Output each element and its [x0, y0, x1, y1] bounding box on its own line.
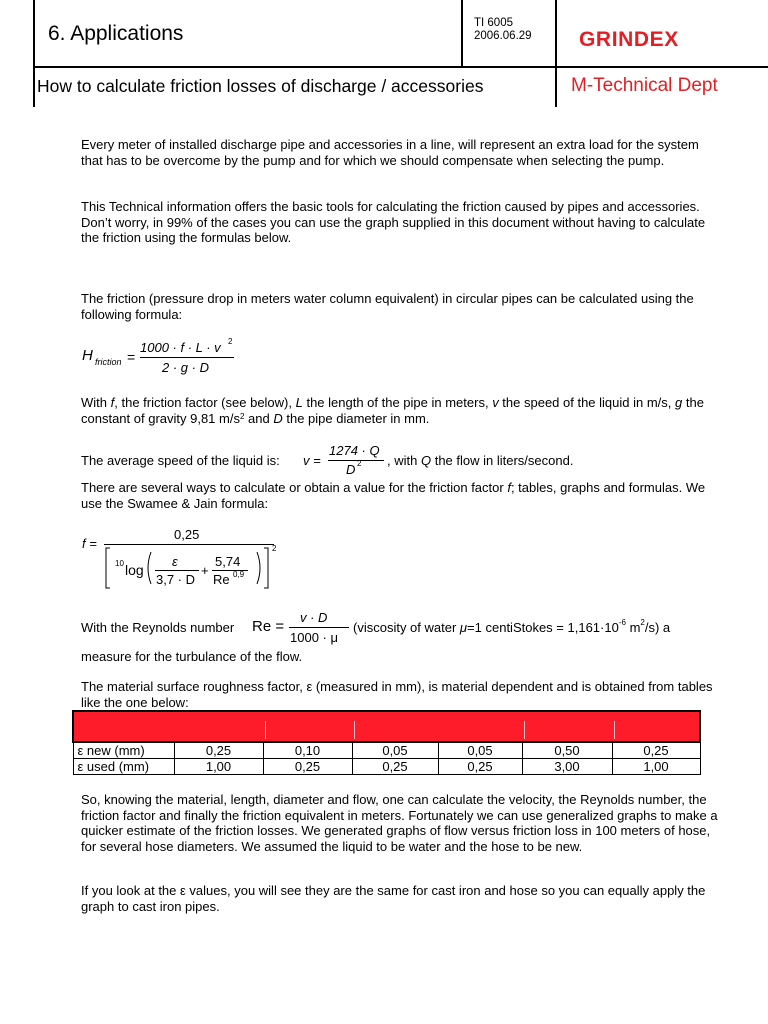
viscosity-note: (viscosity of water μ=1 centiStokes = $1,161\cdot 10^{-6}$ $m^2/s$) a	[353, 618, 671, 635]
formula-re-denominator: 1000 · μ	[290, 630, 338, 645]
section-title: 6. Applications	[48, 22, 184, 45]
formula-v-numerator: 1274 · Q	[329, 443, 380, 458]
average-speed-line	[81, 441, 721, 479]
department-label: M-Technical Dept	[571, 75, 718, 96]
formula-h-denominator: 2 · g · D	[162, 360, 209, 375]
friction-head-formula	[82, 337, 242, 381]
formula-f-square: 2	[272, 544, 277, 553]
formula-h-numerator-exponent: 2	[228, 337, 233, 346]
formula-v-denominator-exponent: 2	[357, 459, 362, 468]
table-header-cell	[438, 711, 522, 742]
table-cell: 1,00	[612, 759, 700, 775]
formula-v-lhs: v =	[303, 453, 321, 468]
tools-paragraph: This Technical information offers the basic tools for calculating the friction caused by pipes and accessories. Don’t worry, in 99% of the cases you can use the graph supplied in this document without having to calculate the friction using the formulas below.	[81, 199, 706, 245]
reynolds-label: With the Reynolds number	[81, 620, 235, 635]
formula-f-plus: +	[201, 563, 209, 578]
average-speed-rest: , with Q the flow in liters/second.	[387, 453, 574, 468]
formula-f-epsilon-denominator: 3,7 · D	[156, 572, 196, 587]
table-cell: 0,25	[352, 759, 438, 775]
table-cell: 0,10	[263, 742, 352, 759]
table-cell: 3,00	[522, 759, 612, 775]
formula-f-log: log	[125, 562, 144, 578]
formula-f-numerator: 0,25	[174, 527, 200, 542]
header-left-rule	[33, 0, 35, 107]
row-label: ε used (mm)	[73, 759, 174, 775]
grindex-logo: GRINDEX	[579, 28, 679, 51]
roughness-table	[72, 710, 701, 775]
table-cell: 0,50	[522, 742, 612, 759]
document-date: 2006.06.29	[474, 30, 532, 42]
formula-f-re-exponent: 0,9	[233, 570, 245, 579]
formula-f-lhs: f =	[82, 536, 97, 551]
formula-h-equals: =	[127, 349, 136, 365]
formula-f-fraction-bar	[104, 544, 274, 545]
turbulence-line: measure for the turbulance of the flow.	[81, 649, 303, 664]
formula-re-fraction-bar	[289, 627, 349, 628]
friction-intro-paragraph: The friction (pressure drop in meters water column equivalent) in circular pipes can be calculated using the following formula:	[81, 291, 694, 322]
formula-v-fraction-bar	[328, 460, 384, 461]
formula-f-epsilon: ε	[172, 554, 178, 569]
formula-h-symbol: H	[82, 347, 93, 364]
roughness-paragraph: The material surface roughness factor, ε (measured in mm), is material dependent and is obtained from tables like the one below:	[81, 679, 713, 710]
formula-h-numerator: 1000 · f · L · v	[140, 340, 221, 355]
table-header-cell	[73, 711, 174, 742]
table-header-cell	[263, 711, 352, 742]
table-header-cell	[352, 711, 438, 742]
document-id	[474, 17, 532, 43]
page-subtitle: How to calculate friction losses of discharge / accessories	[37, 76, 484, 96]
variables-paragraph: With f, the friction factor (see below), L the length of the pipe in meters, v the speed of the liquid in m/s, g the constant of gravity 9,81 $m/s^2$ and D the pipe diameter in mm.	[81, 395, 704, 426]
average-speed-label: The average speed of the liquid is:	[81, 453, 280, 468]
reynolds-line	[81, 609, 721, 649]
formula-f-epsilon-bar	[155, 570, 199, 571]
formula-h-fraction-bar	[140, 357, 234, 358]
cast-iron-paragraph: If you look at the ε values, you will see they are the same for cast iron and hose so you can equally apply the graph to cast iron pipes.	[81, 883, 706, 914]
formula-re-lhs: Re =	[252, 618, 285, 635]
table-cell: 0,25	[174, 742, 263, 759]
table-cell: 0,25	[263, 759, 352, 775]
table-cell: 0,25	[612, 742, 700, 759]
document-number: TI 6005	[474, 17, 513, 29]
formula-f-574: 5,74	[215, 554, 241, 569]
table-header-cell	[612, 711, 700, 742]
header-divider-2	[555, 0, 557, 107]
table-row	[73, 742, 700, 759]
formula-h-subscript: friction	[95, 357, 122, 367]
formula-re-numerator: v · D	[300, 610, 328, 625]
swamee-jain-formula	[82, 527, 282, 593]
table-row	[73, 759, 700, 775]
friction-factor-paragraph: There are several ways to calculate or obtain a value for the friction factor f; tables, graphs and formulas. We use the Swamee & Jain formula:	[81, 480, 706, 511]
table-header-row	[73, 711, 700, 742]
header-divider-1	[461, 0, 463, 66]
table-cell: 0,25	[438, 759, 522, 775]
formula-f-log-base: 10	[115, 559, 124, 568]
row-label: ε new (mm)	[73, 742, 174, 759]
table-cell: 1,00	[174, 759, 263, 775]
table-cell: 0,05	[352, 742, 438, 759]
table-header-cell	[522, 711, 612, 742]
header-middle-rule	[33, 66, 768, 68]
table-cell: 0,05	[438, 742, 522, 759]
formula-v-denominator: D	[346, 462, 356, 477]
graphs-paragraph: So, knowing the material, length, diameter and flow, one can calculate the velocity, the Reynolds number, the friction factor and finally the friction equivalent in meters. Fortunately we can use generalized graphs to make a quicker estimate of the friction losses. We generated graphs of flow versus friction loss in 100 meters of hose, for several hose diameters. We assumed the liquid to be water and the hose to be new.	[81, 792, 718, 854]
formula-f-re: Re	[213, 572, 230, 587]
intro-paragraph: Every meter of installed discharge pipe and accessories in a line, will represent an extra load for the system that has to be overcome by the pump and for which we should compensate when selecting the pump.	[81, 137, 699, 168]
table-header-cell	[174, 711, 263, 742]
